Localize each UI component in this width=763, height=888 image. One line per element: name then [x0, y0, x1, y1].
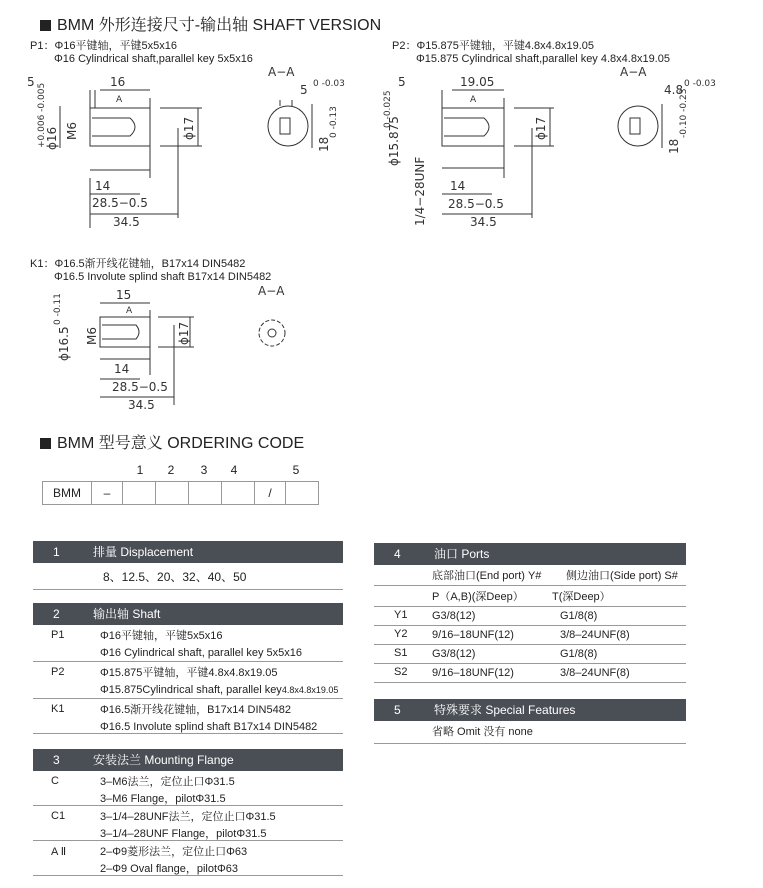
- svg-text:0 -0.03: 0 -0.03: [684, 79, 716, 89]
- ordering-number: 1: [136, 463, 144, 477]
- ordering-cell: [123, 482, 156, 505]
- flange-table: [33, 749, 343, 876]
- svg-text:19.05: 19.05: [460, 75, 495, 89]
- ordering-number: 5: [292, 463, 300, 477]
- special-header: 5 特殊要求 Special Features: [374, 699, 686, 721]
- shaft-header: 2 输出轴 Shaft: [33, 603, 343, 625]
- k1-shaft-drawing: [50, 285, 310, 415]
- svg-text:14: 14: [114, 362, 130, 376]
- table-row: P1 Φ16平键轴，平键5x5x16 Φ16 Cylindrical shaft, parallel key 5x5x16: [33, 625, 343, 662]
- displacement-table: [33, 541, 343, 590]
- svg-text:0 -0.13: 0 -0.13: [329, 106, 339, 138]
- flange-header: 3 安装法兰 Mounting Flange: [33, 749, 343, 771]
- svg-text:A−A: A−A: [268, 65, 295, 79]
- table-row: S2 9/16–18UNF(12) 3/8–24UNF(8): [374, 664, 686, 683]
- svg-text:ϕ16: ϕ16: [45, 126, 59, 150]
- shaft-table: [33, 603, 343, 734]
- svg-text:18: 18: [667, 138, 681, 154]
- svg-text:34.5: 34.5: [128, 398, 155, 412]
- svg-text:A−A: A−A: [620, 65, 647, 79]
- ordering-number: 3: [200, 463, 208, 477]
- table-row: [33, 563, 343, 590]
- ordering-cell: [189, 482, 222, 505]
- svg-text:ϕ15.875: ϕ15.875: [387, 116, 401, 166]
- svg-text:-0.10 -0.23: -0.10 -0.23: [679, 88, 689, 138]
- svg-text:A: A: [126, 306, 133, 316]
- svg-text:14: 14: [95, 179, 111, 193]
- ordering-number: 4: [230, 463, 238, 477]
- svg-text:0 -0.11: 0 -0.11: [53, 293, 63, 325]
- shaft-section-title: BMM 外形连接尺寸-输出轴 SHAFT VERSION: [40, 12, 381, 35]
- table-row: Y2 9/16–18UNF(12) 3/8–24UNF(8): [374, 626, 686, 645]
- svg-text:A−A: A−A: [258, 284, 285, 298]
- table-row: 省略 Omit 没有 none: [374, 721, 686, 744]
- svg-text:A: A: [470, 95, 477, 105]
- svg-text:ϕ16.5: ϕ16.5: [57, 326, 71, 361]
- table-row: P（A,B)(深Deep） T(深Deep）: [374, 586, 686, 607]
- svg-text:28.5−0.5: 28.5−0.5: [92, 196, 148, 210]
- svg-text:14: 14: [450, 179, 466, 193]
- svg-text:16: 16: [110, 75, 126, 89]
- svg-text:34.5: 34.5: [113, 215, 140, 229]
- svg-text:34.5: 34.5: [470, 215, 497, 229]
- svg-text:4.8: 4.8: [664, 83, 684, 97]
- table-row: K1 Φ16.5渐开线花键轴，B17x14 DIN5482 Φ16.5 Involute splind shaft B17x14 DIN5482: [33, 699, 343, 734]
- ports-table: [374, 543, 686, 683]
- ordering-cell: [222, 482, 255, 505]
- svg-text:15: 15: [116, 288, 132, 302]
- svg-text:ϕ17: ϕ17: [182, 116, 196, 140]
- ordering-cell: –: [92, 482, 123, 505]
- svg-text:18: 18: [317, 136, 331, 152]
- table-row: P2 Φ15.875平键轴，平键4.8x4.8x19.05 Φ15.875Cylindrical shaft, parallel key4.8x4.8x19.05: [33, 662, 343, 699]
- ordering-cell: [156, 482, 189, 505]
- p2-caption: P2：Φ15.875平键轴，平键4.8x4.8x19.05 Φ15.875 Cylindrical shaft,parallel key 4.8x4.8x19.05: [392, 40, 670, 65]
- table-row: C 3–M6法兰，定位止口Φ31.5 3–M6 Flange，pilotΦ31.5: [33, 771, 343, 806]
- ordering-cell: BMM: [43, 482, 92, 505]
- svg-text:28.5−0.5: 28.5−0.5: [112, 380, 168, 394]
- svg-text:M6: M6: [65, 122, 79, 140]
- svg-text:5: 5: [300, 83, 308, 97]
- svg-text:0 -0.025: 0 -0.025: [383, 90, 393, 128]
- ordering-title: BMM 型号意义 ORDERING CODE: [40, 430, 304, 453]
- displacement-header: 1 排量 Displacement: [33, 541, 343, 563]
- svg-text:ϕ17: ϕ17: [177, 321, 191, 345]
- table-row: 底部油口(End port) Y# 侧边油口(Side port) S#: [374, 565, 686, 586]
- ordering-cell: [286, 482, 319, 505]
- k1-caption: K1：Φ16.5渐开线花键轴，B17x14 DIN5482 Φ16.5 Involute splind shaft B17x14 DIN5482: [30, 258, 272, 283]
- ordering-cell: /: [255, 482, 286, 505]
- table-row: S1 G3/8(12) G1/8(8): [374, 645, 686, 664]
- p2-shaft-drawing: [380, 65, 716, 233]
- table-row: A Ⅱ 2–Φ9菱形法兰，定位止口Φ63 2–Φ9 Oval flange，pilotΦ63: [33, 841, 343, 876]
- svg-text:A: A: [116, 95, 123, 105]
- ports-header: 4 油口 Ports: [374, 543, 686, 565]
- svg-text:5: 5: [27, 75, 35, 89]
- svg-text:0 -0.03: 0 -0.03: [313, 79, 345, 89]
- table-row: Y1 G3/8(12) G1/8(8): [374, 607, 686, 626]
- ordering-number: 2: [167, 463, 175, 477]
- p1-caption: P1：Φ16平键轴，平键5x5x16 Φ16 Cylindrical shaft,parallel key 5x5x16: [30, 40, 253, 65]
- svg-text:28.5−0.5: 28.5−0.5: [448, 197, 504, 211]
- special-table: [374, 699, 686, 744]
- p1-shaft-drawing: [27, 65, 350, 229]
- table-row: C1 3–1/4–28UNF法兰，定位止口Φ31.5 3–1/4–28UNF Flange，pilotΦ31.5: [33, 806, 343, 841]
- svg-text:5: 5: [398, 75, 406, 89]
- svg-text:+0.006 -0.005: +0.006 -0.005: [37, 82, 47, 148]
- svg-text:M6: M6: [85, 327, 99, 345]
- ordering-code-table: [42, 481, 319, 505]
- displacement-values: 8、12.5、20、32、40、50: [103, 570, 247, 584]
- svg-text:1/4−28UNF: 1/4−28UNF: [413, 156, 427, 226]
- svg-text:ϕ17: ϕ17: [534, 116, 548, 140]
- ordering-numbers: [124, 463, 324, 477]
